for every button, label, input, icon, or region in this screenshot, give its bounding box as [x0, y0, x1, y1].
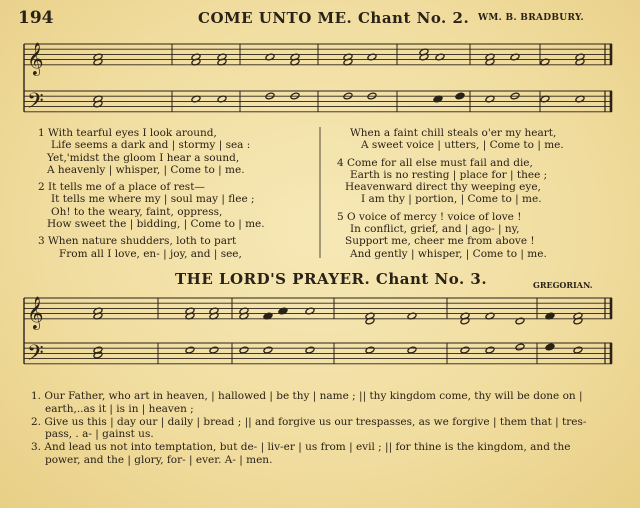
stanza-line: A heavenly | whisper, | Come to | me. — [47, 163, 245, 176]
stanzas-left-column — [38, 127, 265, 260]
note — [460, 346, 470, 354]
note — [545, 343, 555, 351]
bass-clef: 𝄢 — [27, 89, 44, 119]
verse-line: 2. Give us this | day our | daily | bread ; || and forgive us our trespasses, as we forgive | them that | tres- — [31, 415, 587, 428]
stanza-line: 3 When nature shudders, loth to part — [38, 235, 237, 248]
stanza-line: Earth is no resting | place for | thee ; — [350, 168, 548, 181]
stanza-line: In conflict, grief, and | ago- | ny, — [350, 223, 520, 236]
verse-line: earth,..as it | is in | heaven ; — [45, 402, 194, 415]
stanza-line: When a faint chill steals o'er my heart, — [350, 127, 557, 139]
verse-line: 1. Our Father, who art in heaven, | hallowed | be thy | name ; || thy kingdom come, thy will be done on | — [31, 390, 583, 402]
bass-clef: 𝄢 — [27, 341, 44, 371]
note — [515, 343, 525, 351]
stanza-line: Yet,'midst the gloom I hear a sound, — [47, 151, 240, 164]
stanza-line: Oh! to the weary, faint, oppress, — [51, 205, 223, 218]
stanza-line: It tells me where my | soul may | flee ; — [51, 193, 255, 206]
stanza-line: How sweet the | bidding, | Come to | me. — [47, 218, 265, 231]
verse-line: 3. And lead us not into temptation, but de- | liv-er | us from | evil ; || for thine is the kingdom, and the — [31, 441, 571, 454]
note — [485, 346, 495, 354]
page-number: 194 — [18, 8, 54, 28]
stanza-line: Life seems a dark and | stormy | sea : — [51, 139, 251, 152]
composer-bradbury: WM. B. BRADBURY. — [478, 13, 584, 23]
composer-gregorian: GREGORIAN. — [533, 280, 593, 290]
verse-line: power, and the | glory, for- | ever. A- | men. — [45, 453, 273, 466]
note — [209, 346, 219, 354]
stanza-line: 5 O voice of mercy ! voice of love ! — [337, 210, 522, 223]
note — [407, 346, 417, 354]
stanza-line: Support me, cheer me from above ! — [345, 235, 535, 248]
note — [305, 346, 315, 354]
note — [185, 346, 195, 354]
stanza-line: 2 It tells me of a place of rest— — [38, 181, 205, 194]
note — [263, 346, 273, 354]
stanzas-right-column — [337, 127, 564, 260]
note — [455, 92, 465, 100]
treble-clef: 𝄞 — [27, 42, 44, 75]
lords-prayer-verses — [31, 390, 586, 467]
stanza-line: From all I love, en- | joy, and | see, — [59, 247, 242, 260]
stanza-line: I am thy | portion, | Come to | me. — [361, 193, 542, 206]
chant-title-lords-prayer: THE LORD'S PRAYER. Chant No. 3. — [175, 270, 488, 288]
stanza-line: 4 Come for all else must fail and die, — [337, 156, 533, 169]
treble-clef: 𝄞 — [27, 296, 44, 329]
note — [515, 317, 525, 325]
note — [365, 346, 375, 354]
stanza-line: Heavenward direct thy weeping eye, — [345, 181, 541, 194]
stanza-line: And gently | whisper, | Come to | me. — [350, 247, 547, 260]
stanza-line: 1 With tearful eyes I look around, — [38, 127, 217, 139]
note — [573, 346, 583, 354]
stanza-line: A sweet voice | utters, | Come to | me. — [361, 139, 564, 152]
note — [239, 346, 249, 354]
chant-title-come-unto-me: COME UNTO ME. Chant No. 2. — [198, 9, 470, 27]
verse-line: pass, . a- | gainst us. — [45, 428, 154, 441]
